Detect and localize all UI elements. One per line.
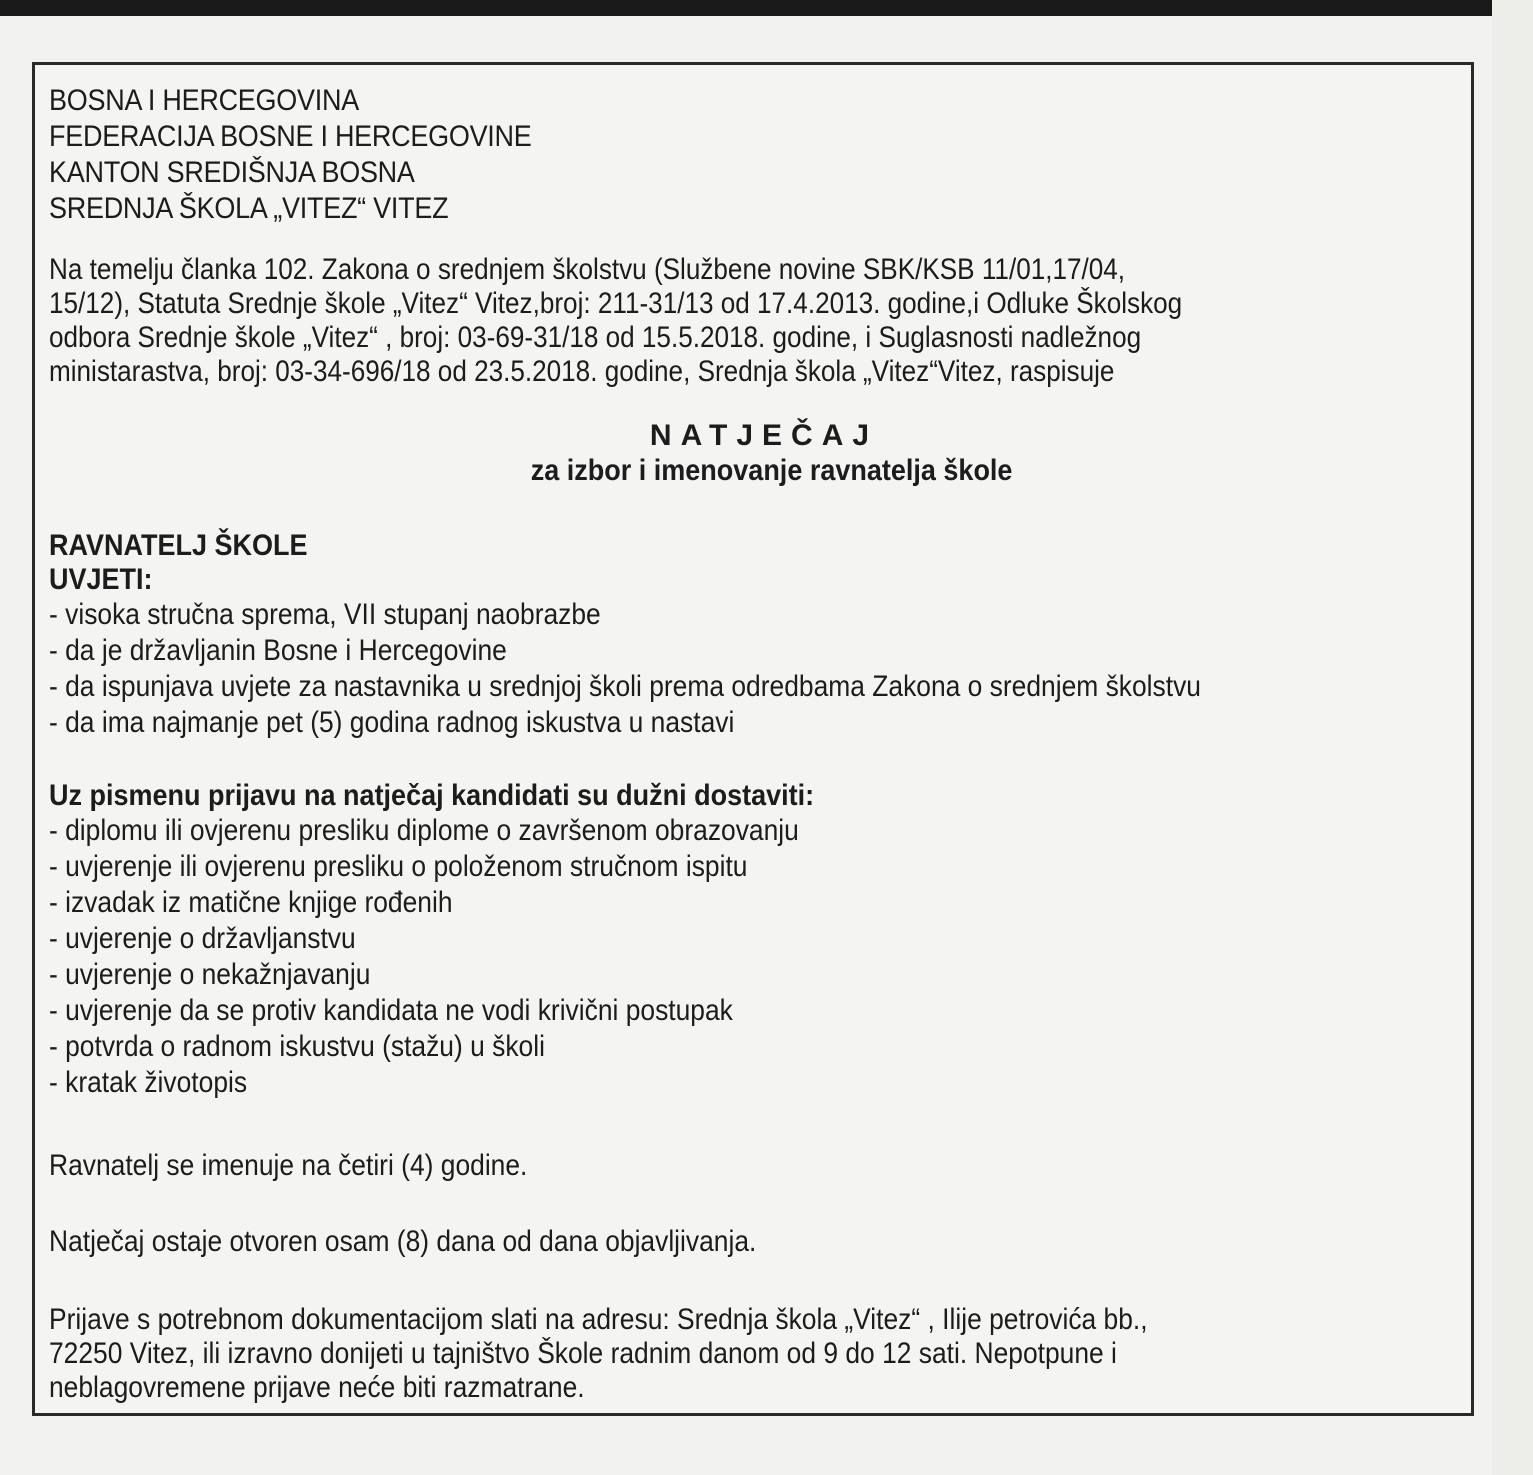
intro-line: odbora Srednje škole „Vitez“ , broj: 03-69-31/18 od 15.5.2018. godine, i Suglasnosti nadležnog [49,321,1142,354]
document-item: - diplomu ili ovjerenu presliku diplome o završenom obrazovanju [49,814,799,847]
submission-line: 72250 Vitez, ili izravno donijeti u tajništvo Škole radnim danom od 9 do 12 sati. Nepotpune i [49,1337,1117,1370]
submission-line: Prijave s potrebnom dokumentacijom slati na adresu: Srednja škola „Vitez“ , Ilije petrovića bb., [49,1303,1148,1336]
intro-line: 15/12), Statuta Srednje škole „Vitez“ Vitez,broj: 211-31/13 od 17.4.2013. godine,i Odluke Školskog [49,287,1183,320]
intro-line: ministarastva, broj: 03-34-696/18 od 23.5.2018. godine, Srednja škola „Vitez“Vitez, raspisuje [49,355,1115,388]
header-line-federation: FEDERACIJA BOSNE I HERCEGOVINE [49,120,532,153]
deadline-paragraph: Natječaj ostaje otvoren osam (8) dana od dana objavljivanja. [49,1225,757,1258]
document-item: - izvadak iz matične knjige rođenih [49,886,453,919]
announcement-subtitle: za izbor i imenovanje ravnatelja škole [531,454,1013,487]
position-title: RAVNATELJ ŠKOLE [49,529,308,562]
page-right-margin [1492,0,1533,1475]
top-border-bar [0,0,1492,16]
document-item: - uvjerenje da se protiv kandidata ne vodi krivični postupak [49,994,733,1027]
document-item: - potvrda o radnom iskustvu (stažu) u školi [49,1030,545,1063]
condition-item: - da ima najmanje pet (5) godina radnog iskustva u nastavi [49,706,735,739]
document-item: - kratak životopis [49,1066,248,1099]
intro-paragraph [49,253,1458,389]
submission-paragraph [49,1303,1459,1405]
term-paragraph: Ravnatelj se imenuje na četiri (4) godine. [49,1149,528,1182]
submission-line: neblagovremene prijave neće biti razmatrane. [49,1371,585,1404]
documents-label: Uz pismenu prijavu na natječaj kandidati su dužni dostaviti: [49,779,815,812]
condition-item: - da je državljanin Bosne i Hercegovine [49,634,507,667]
condition-item: - da ispunjava uvjete za nastavnika u srednjoj školi prema odredbama Zakona o srednjem školstvu [49,670,1201,703]
announcement-box [32,62,1474,1416]
documents-section [49,779,1459,1101]
intro-line: Na temelju članka 102. Zakona o srednjem školstvu (Službene novine SBK/KSB 11/01,17/04, [49,253,1126,286]
document-item: - uvjerenje o državljanstvu [49,922,356,955]
conditions-label: UVJETI: [49,563,153,596]
document-item: - uvjerenje o nekažnjavanju [49,958,371,991]
announcement-title: NATJEČAJ [649,419,879,452]
condition-item: - visoka stručna sprema, VII stupanj naobrazbe [49,598,601,631]
document-item: - uvjerenje ili ovjerenu presliku o položenom stručnom ispitu [49,850,748,883]
title-block [49,419,1459,489]
position-section [49,529,1459,741]
announcement-content [49,83,1459,1405]
header-line-country: BOSNA I HERCEGOVINA [49,84,359,117]
header-line-canton: KANTON SREDIŠNJA BOSNA [49,156,415,189]
header-line-school: SREDNJA ŠKOLA „VITEZ“ VITEZ [49,192,449,225]
institution-header [49,83,1459,227]
